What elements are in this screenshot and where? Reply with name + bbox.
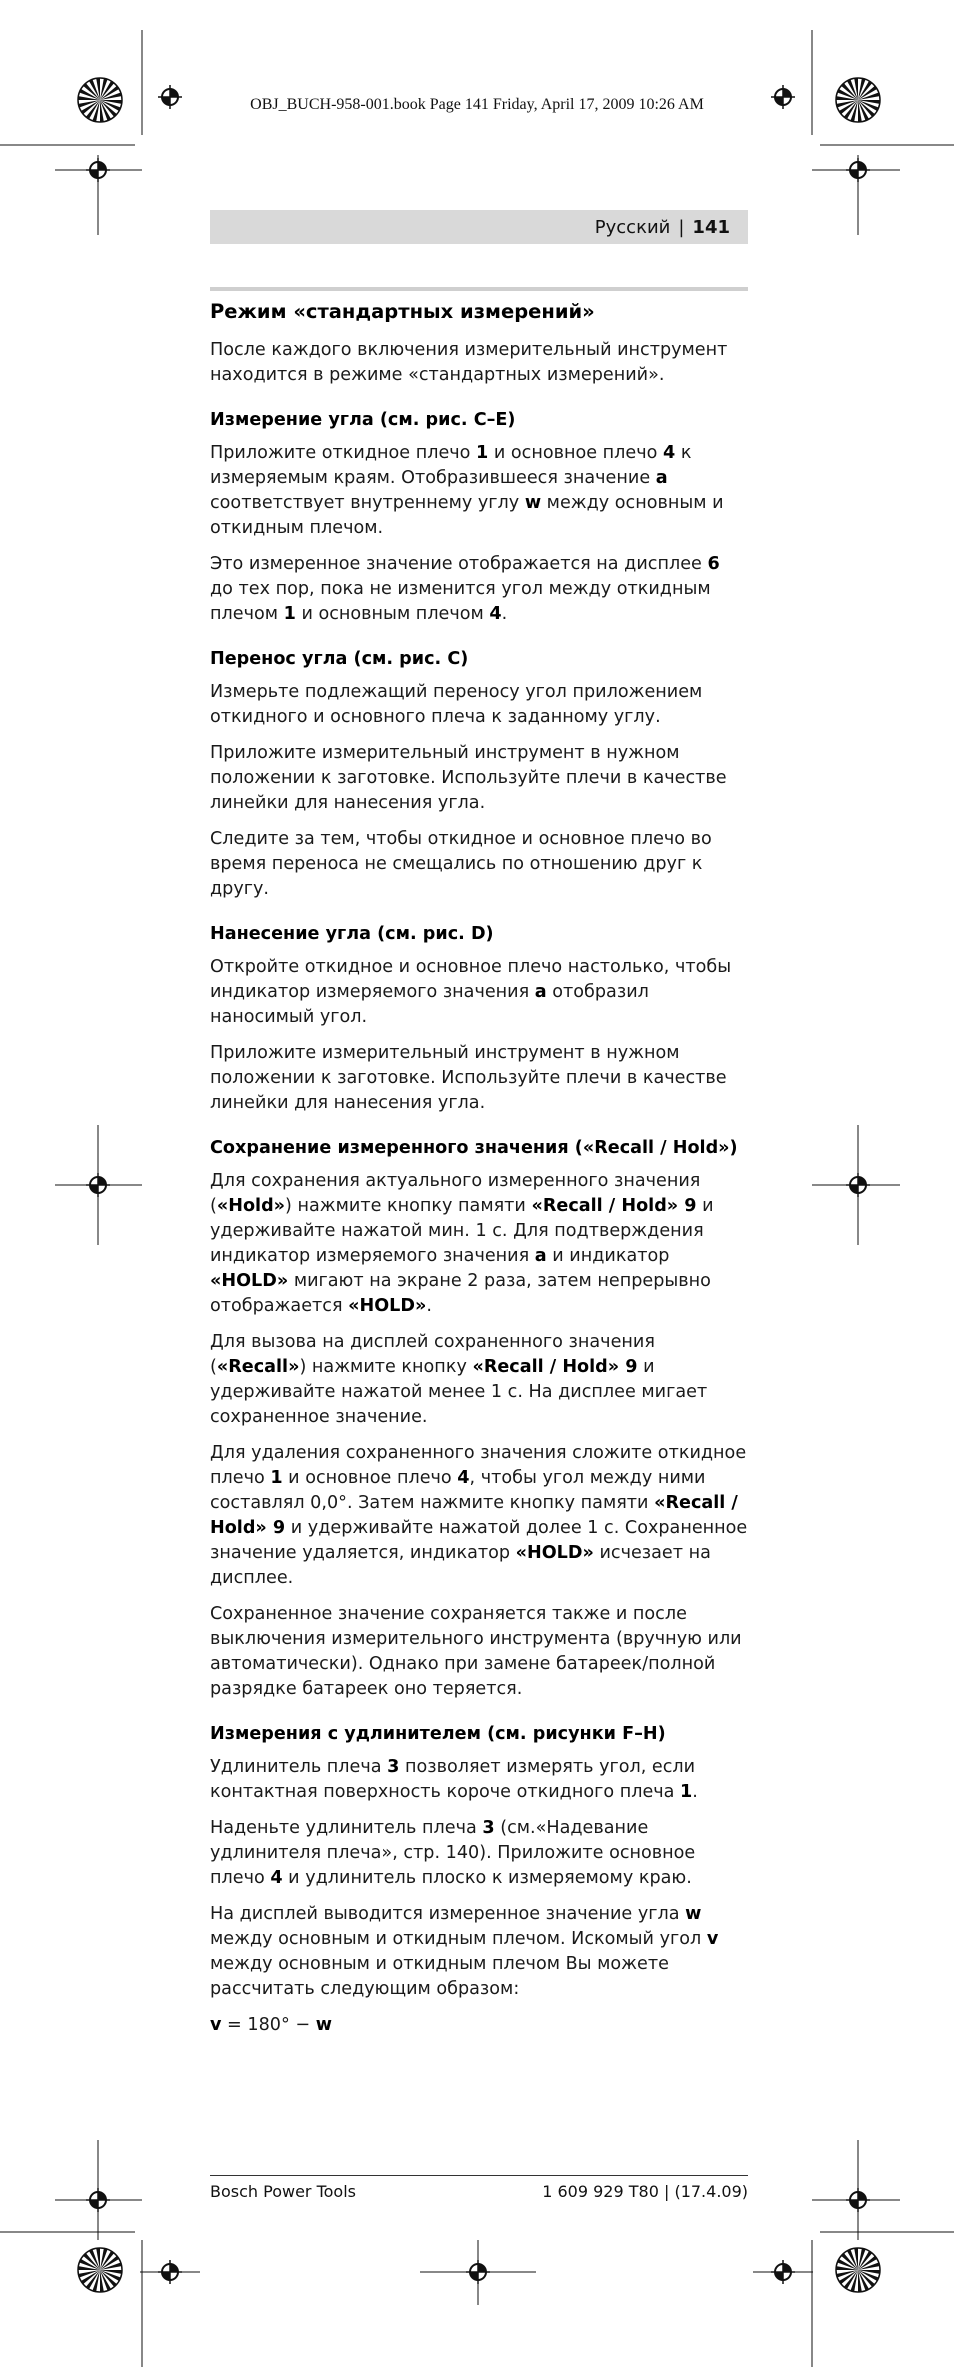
- bold-ref: 4: [270, 1868, 283, 1888]
- text-run: позволяет измерять угол, если контактная поверхность короче откидного плеча: [210, 1757, 696, 1802]
- bold-ref: «HOLD»: [210, 1271, 289, 1291]
- bold-ref: 1: [476, 443, 489, 463]
- bold-ref: 4: [489, 604, 502, 624]
- paragraph: [210, 1602, 748, 1702]
- text-run: ) нажмите кнопку памяти: [285, 1196, 532, 1216]
- footer-code: 1 609 929 T80 | (17.4.09): [542, 2182, 748, 2201]
- bold-ref: w: [524, 493, 542, 513]
- text-run: между основным и откидным плечом.: [210, 493, 724, 538]
- bold-ref: w: [315, 2015, 332, 2035]
- text-run: до тех пор, пока не изменится угол между откидным плечом: [210, 579, 711, 624]
- text-run: После каждого включения измерительный инструмент находится в режиме «стандартных измерений».: [210, 340, 728, 385]
- text-run: Для удаления сохраненного значения сложите откидное плечо: [210, 1443, 747, 1488]
- section-heading: Режим «стандартных измерений»: [210, 300, 595, 323]
- bold-ref: 3: [482, 1818, 495, 1838]
- main-content: [210, 298, 748, 2049]
- bold-ref: a: [534, 982, 547, 1002]
- paragraph: [210, 1816, 748, 1891]
- paragraph: [210, 1755, 748, 1805]
- text-run: и основное плечо: [282, 1468, 458, 1488]
- bold-ref: 6: [707, 554, 720, 574]
- section-heading: Измерения с удлинителем (см. рисунки F–H): [210, 1724, 666, 1744]
- bold-ref: v: [210, 2015, 222, 2035]
- paragraph: [210, 552, 748, 627]
- text-run: исчезает на дисплее.: [210, 1543, 711, 1588]
- bold-ref: v: [706, 1929, 719, 1949]
- bold-ref: «Recall / Hold» 9: [531, 1196, 697, 1216]
- text-run: (см.«Надевание удлинителя плеча», стр. 140). Приложите основное плечо: [210, 1818, 696, 1888]
- text-run: = 180° −: [221, 2015, 316, 2035]
- formula: [210, 2013, 748, 2038]
- bold-ref: «Recall / Hold» 9: [210, 1493, 738, 1538]
- section-heading: Измерение угла (см. рис. C–E): [210, 410, 516, 430]
- text-run: и основное плечо: [488, 443, 663, 463]
- bold-ref: «HOLD»: [515, 1543, 594, 1563]
- bold-ref: a: [534, 1246, 547, 1266]
- bold-ref: «Hold»: [216, 1196, 286, 1216]
- text-run: Откройте откидное и основное плечо настолько, чтобы индикатор измеряемого значения: [210, 957, 732, 1002]
- text-run: Для сохранения актуального измеренного значения (: [210, 1171, 701, 1216]
- paragraph: [210, 827, 748, 902]
- book-header: OBJ_BUCH-958-001.book Page 141 Friday, April 17, 2009 10:26 AM: [250, 96, 704, 113]
- star-target-icon: [836, 2248, 880, 2292]
- text-run: к измеряемым краям. Отобразившееся значение: [210, 443, 692, 488]
- text-run: .: [501, 604, 508, 624]
- section-heading: Сохранение измеренного значения («Recall / Hold»): [210, 1138, 738, 1158]
- text-run: ) нажмите кнопку: [299, 1357, 473, 1377]
- text-run: мигают на экране 2 раза, затем непрерывно отображается: [210, 1271, 711, 1316]
- bold-ref: 1: [680, 1782, 693, 1802]
- bold-ref: w: [685, 1904, 702, 1924]
- page-banner: [210, 210, 748, 244]
- language-label: Русский: [594, 216, 671, 238]
- section-rule: [210, 287, 748, 291]
- bold-ref: 4: [663, 443, 676, 463]
- text-run: Сохраненное значение сохраняется также и после выключения измерительного инструмента (вручную или автоматически). Однако при замене батареек/полной разрядке батареек оно теряется.: [210, 1604, 742, 1699]
- text-run: и индикатор: [546, 1246, 670, 1266]
- text-run: Приложите откидное плечо: [210, 443, 477, 463]
- paragraph: [210, 1902, 748, 2002]
- footer-brand: Bosch Power Tools: [210, 2182, 356, 2201]
- bold-ref: 1: [270, 1468, 283, 1488]
- text-run: и удерживайте нажатой долее 1 с. Сохраненное значение удаляется, индикатор: [210, 1518, 748, 1563]
- text-run: Приложите измерительный инструмент в нужном положении к заготовке. Используйте плечи в качестве линейки для нанесения угла.: [210, 743, 727, 813]
- paragraph: [210, 441, 748, 541]
- paragraph: [210, 741, 748, 816]
- bold-ref: «HOLD»: [348, 1296, 427, 1316]
- bold-ref: «Recall / Hold» 9: [472, 1357, 638, 1377]
- text-run: и удлинитель плоско к измеряемому краю.: [282, 1868, 692, 1888]
- star-target-icon: [78, 2248, 122, 2292]
- section-heading: Нанесение угла (см. рис. D): [210, 924, 494, 944]
- bold-ref: «Recall»: [216, 1357, 300, 1377]
- text-run: Удлинитель плеча: [210, 1757, 388, 1777]
- section-heading: Перенос угла (см. рис. C): [210, 649, 469, 669]
- paragraph: [210, 955, 748, 1030]
- text-run: Приложите измерительный инструмент в нужном положении к заготовке. Используйте плечи в качестве линейки для нанесения угла.: [210, 1043, 727, 1113]
- text-run: и основным плечом: [295, 604, 490, 624]
- page-number: 141: [692, 216, 730, 238]
- text-run: Наденьте удлинитель плеча: [210, 1818, 483, 1838]
- paragraph: [210, 1441, 748, 1591]
- banner-separator: |: [678, 216, 685, 238]
- bold-ref: 3: [387, 1757, 400, 1777]
- text-run: .: [692, 1782, 698, 1802]
- text-run: между основным и откидным плечом. Искомый угол: [210, 1929, 707, 1949]
- text-run: Для вызова на дисплей сохраненного значения (: [210, 1332, 655, 1377]
- text-run: и удерживайте нажатой мин. 1 с. Для подтверждения индикатор измеряемого значения: [210, 1196, 714, 1266]
- text-run: соответствует внутреннему углу: [210, 493, 525, 513]
- text-run: , чтобы угол между ними составлял 0,0°. Затем нажмите кнопку памяти: [210, 1468, 706, 1513]
- paragraph: [210, 1041, 748, 1116]
- paragraph: [210, 338, 748, 388]
- page-footer: [210, 2175, 748, 2201]
- text-run: между основным и откидным плечом Вы можете рассчитать следующим образом:: [210, 1954, 669, 1999]
- paragraph: [210, 1169, 748, 1319]
- text-run: и удерживайте нажатой менее 1 с. На дисплее мигает сохраненное значение.: [210, 1357, 708, 1427]
- paragraph: [210, 1330, 748, 1430]
- bold-ref: 4: [457, 1468, 470, 1488]
- text-run: .: [426, 1296, 432, 1316]
- paragraph: [210, 680, 748, 730]
- text-run: Измерьте подлежащий переносу угол приложением откидного и основного плеча к заданному углу.: [210, 682, 703, 727]
- text-run: отобразил наносимый угол.: [210, 982, 649, 1027]
- text-run: Следите за тем, чтобы откидное и основное плечо во время переноса не смещались по отношению друг к другу.: [210, 829, 712, 899]
- text-run: На дисплей выводится измеренное значение угла: [210, 1904, 686, 1924]
- text-run: Это измеренное значение отображается на дисплее: [210, 554, 708, 574]
- bold-ref: a: [655, 468, 668, 488]
- bold-ref: 1: [283, 604, 296, 624]
